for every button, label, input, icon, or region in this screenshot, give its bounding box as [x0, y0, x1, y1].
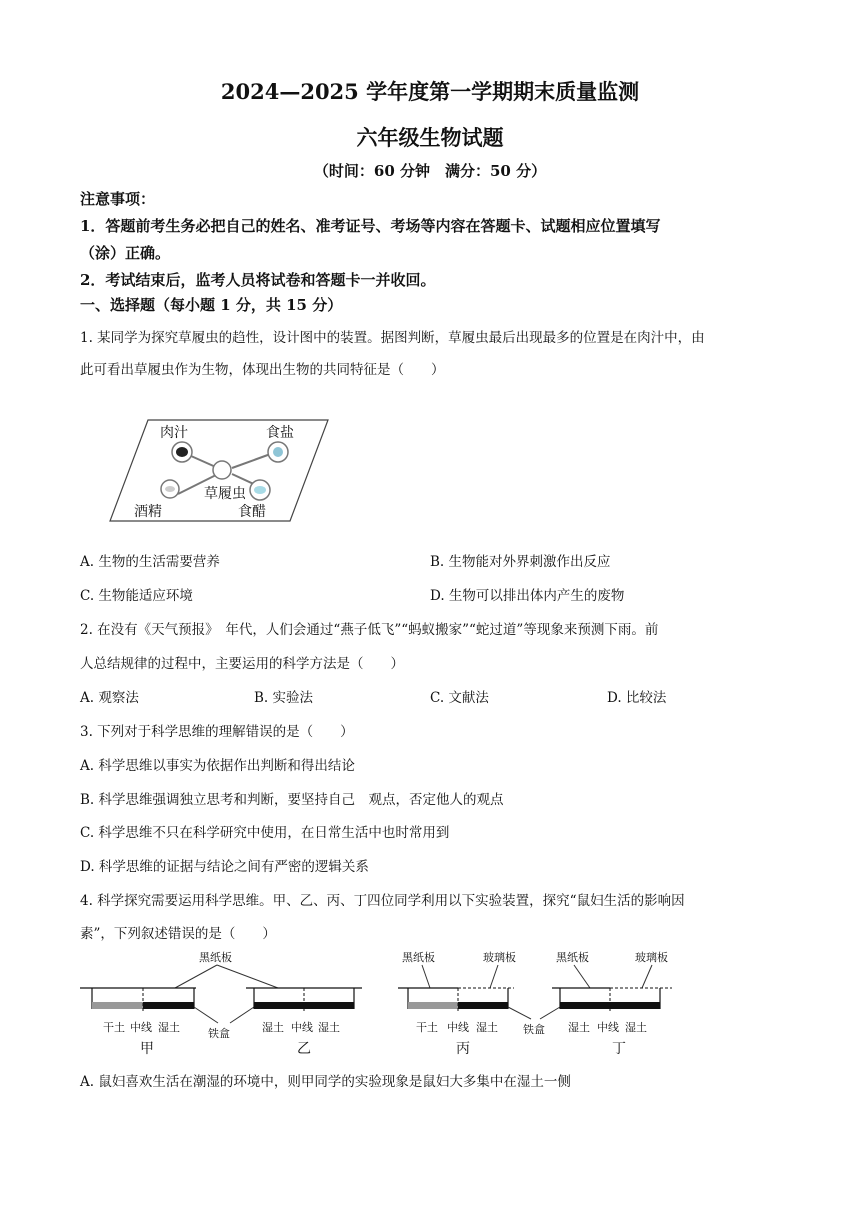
wet-soil-fill	[143, 1002, 194, 1009]
q1-option-a[interactable]: A. 生物的生活需要营养	[80, 554, 220, 570]
exam-subtitle: 六年级生物试题	[356, 125, 504, 150]
label-wet-soil: 湿土	[318, 1021, 340, 1034]
q1-stem-line2: 此可看出草履虫作为生物，体现出生物的共同特征是（ ）	[80, 362, 445, 378]
label-wet-soil: 湿土	[476, 1021, 498, 1034]
pointer-line	[540, 1007, 560, 1019]
q4-stem-line2: 素”，下列叙述错误的是（ ）	[80, 926, 276, 942]
label-mid-line: 中线	[130, 1021, 152, 1034]
q2-option-d[interactable]: D. 比较法	[607, 690, 667, 706]
label-dry-soil: 干土	[103, 1021, 125, 1034]
label-bing: 丙	[456, 1041, 470, 1057]
pointer-line	[490, 965, 498, 988]
pointer-line	[194, 1007, 218, 1023]
woodlouse-figure	[80, 945, 680, 1063]
q4-stem-line1: 4. 科学探究需要运用科学思维。甲、乙、丙、丁四位同学利用以下实验装置，探究“鼠妇生活的影响因	[80, 893, 685, 909]
label-black-board-3: 黑纸板	[556, 951, 589, 964]
q2-stem-line2: 人总结规律的过程中，主要运用的科学方法是（ ）	[80, 656, 404, 672]
label-mid-line: 中线	[291, 1021, 313, 1034]
dry-soil-fill	[92, 1002, 143, 1009]
q2-option-a[interactable]: A. 观察法	[80, 690, 139, 706]
notes-heading: 注意事项：	[80, 190, 156, 208]
salt-content	[273, 447, 283, 457]
notes-item-2: 2．考试结束后，监考人员将试卷和答题卡一并收回。	[80, 271, 436, 289]
label-black-board-1: 黑纸板	[199, 951, 232, 964]
q2-option-b[interactable]: B. 实验法	[254, 690, 314, 706]
q3-stem: 3. 下列对于科学思维的理解错误的是（ ）	[80, 724, 354, 740]
wet-soil-fill	[458, 1002, 508, 1009]
label-glass-board-1: 玻璃板	[483, 951, 516, 964]
label-iron-box-1: 铁盒	[208, 1027, 230, 1040]
alcohol-content	[165, 486, 175, 492]
label-wet-soil: 湿土	[158, 1021, 180, 1034]
label-wet-soil: 湿土	[625, 1021, 647, 1034]
label-meat: 肉汁	[160, 425, 188, 441]
label-glass-board-2: 玻璃板	[635, 951, 668, 964]
notes-item-1-cont: （涂）正确。	[80, 244, 171, 262]
pointer-line	[508, 1007, 531, 1019]
label-black-board-2: 黑纸板	[402, 951, 435, 964]
exam-title: 2024—2025 学年度第一学期期末质量监测	[220, 79, 640, 104]
vinegar-content	[254, 486, 266, 494]
pointer-line	[175, 965, 217, 988]
pointer-line	[574, 965, 590, 988]
label-vinegar: 食醋	[238, 504, 266, 520]
label-ding: 丁	[612, 1041, 626, 1057]
label-yi: 乙	[297, 1041, 311, 1057]
label-wet-soil: 湿土	[568, 1021, 590, 1034]
label-center: 草履虫	[204, 486, 246, 502]
label-jia: 甲	[140, 1041, 154, 1057]
q2-option-c[interactable]: C. 文献法	[430, 690, 489, 706]
label-mid-line: 中线	[597, 1021, 619, 1034]
label-alcohol: 酒精	[134, 504, 162, 520]
pointer-line	[217, 965, 278, 988]
meat-content	[176, 447, 188, 457]
q4-option-a[interactable]: A. 鼠妇喜欢生活在潮湿的环境中，则甲同学的实验现象是鼠妇大多集中在湿土一侧	[80, 1074, 571, 1090]
label-wet-soil: 湿土	[262, 1021, 284, 1034]
section-heading: 一、选择题（每小题 1 分，共 15 分）	[80, 296, 343, 314]
q3-option-d[interactable]: D. 科学思维的证据与结论之间有严密的逻辑关系	[80, 859, 369, 875]
label-salt: 食盐	[266, 425, 294, 441]
pointer-line	[642, 965, 652, 988]
exam-meta: （时间：60 分钟 满分：50 分）	[313, 162, 547, 180]
pointer-line	[230, 1007, 254, 1023]
q1-stem-line1: 1. 某同学为探究草履虫的趋性，设计图中的装置。据图判断，草履虫最后出现最多的位置是在肉汁中，由	[80, 330, 705, 346]
paramecium-figure	[108, 418, 330, 524]
q1-option-b[interactable]: B. 生物能对外界刺激作出反应	[430, 554, 611, 570]
q3-option-c[interactable]: C. 科学思维不只在科学研究中使用，在日常生活中也时常用到	[80, 825, 450, 841]
label-dry-soil: 干土	[416, 1021, 438, 1034]
dry-soil-fill	[408, 1002, 458, 1009]
q3-option-b[interactable]: B. 科学思维强调独立思考和判断，要坚持自己 观点，否定他人的观点	[80, 792, 504, 808]
q3-option-a[interactable]: A. 科学思维以事实为依据作出判断和得出结论	[80, 758, 355, 774]
q1-option-c[interactable]: C. 生物能适应环境	[80, 588, 193, 604]
label-iron-box-2: 铁盒	[523, 1023, 545, 1036]
notes-item-1: 1．答题前考生务必把自己的姓名、准考证号、考场等内容在答题卡、试题相应位置填写	[80, 217, 661, 235]
center-drop	[213, 461, 231, 479]
q2-stem-line1: 2. 在没有《天气预报》 年代，人们会通过“燕子低飞”“蚂蚁搬家”“蛇过道”等现象来预测下雨。前	[80, 622, 659, 638]
label-mid-line: 中线	[447, 1021, 469, 1034]
q1-option-d[interactable]: D. 生物可以排出体内产生的废物	[430, 588, 625, 604]
pointer-line	[422, 965, 430, 988]
